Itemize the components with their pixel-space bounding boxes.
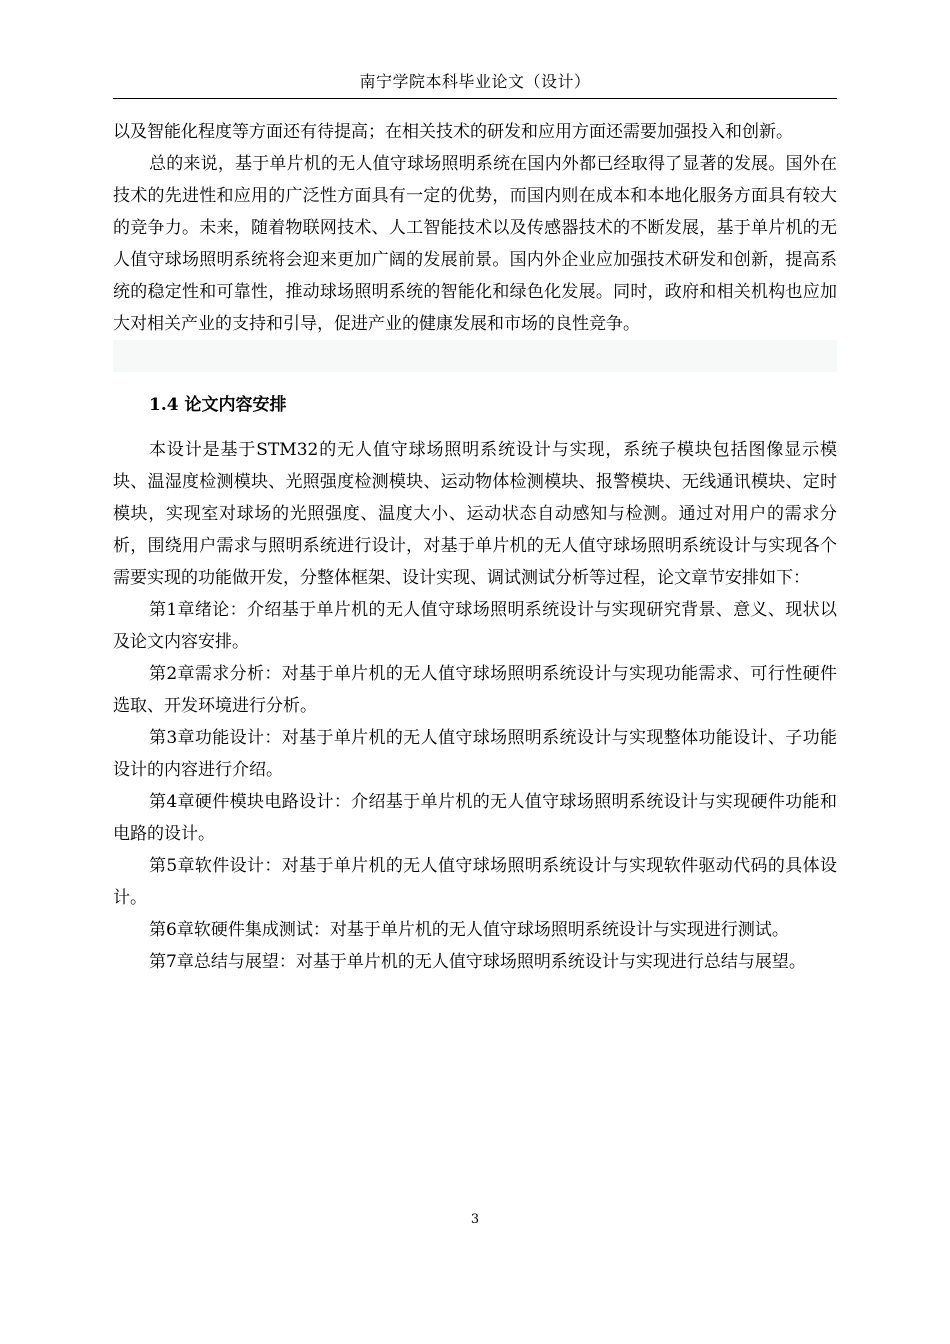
chapter-item-7: 第7章总结与展望：对基于单片机的无人值守球场照明系统设计与实现进行总结与展望。: [149, 952, 806, 972]
page-body: [113, 116, 837, 978]
paragraph-continuation: 以及智能化程度等方面还有待提高；在相关技术的研发和应用方面还需要加强投入和创新。: [113, 122, 793, 142]
paragraph-summary: 总的来说，基于单片机的无人值守球场照明系统在国内外都已经取得了显著的发展。国外在技术的先进性和应用的广泛性方面具有一定的优势，而国内则在成本和本地化服务方面具有较大的竞争力。未来，随着物联网技术、人工智能技术以及传感器技术的不断发展，基于单片机的无人值守球场照明系统将会迎来更加广阔的发展前景。国内外企业应加强技术研发和创新，提高系统的稳定性和可靠性，推动球场照明系统的智能化和绿色化发展。同时，政府和相关机构也应加大对相关产业的支持和引导，促进产业的健康发展和市场的良性竞争。: [113, 154, 837, 334]
chapter-item-1: 第1章绪论：介绍基于单片机的无人值守球场照明系统设计与实现研究背景、意义、现状以及论文内容安排。: [113, 600, 837, 652]
chapter-item-6: 第6章软硬件集成测试：对基于单片机的无人值守球场照明系统设计与实现进行测试。: [149, 920, 789, 940]
blank-line: [113, 340, 837, 372]
chapter-item-3: 第3章功能设计：对基于单片机的无人值守球场照明系统设计与实现整体功能设计、子功能设计的内容进行介绍。: [113, 728, 837, 780]
chapter-item-2: 第2章需求分析：对基于单片机的无人值守球场照明系统设计与实现功能需求、可行性硬件选取、开发环境进行分析。: [113, 664, 837, 716]
chapter-item-5: 第5章软件设计：对基于单片机的无人值守球场照明系统设计与实现软件驱动代码的具体设计。: [113, 856, 837, 908]
page-header: 南宁学院本科毕业论文（设计）: [359, 72, 591, 91]
section-intro-paragraph: 本设计是基于STM32的无人值守球场照明系统设计与实现，系统子模块包括图像显示模块、温湿度检测模块、光照强度检测模块、运动物体检测模块、报警模块、无线通讯模块、定时模块，实现室对球场的光照强度、温度大小、运动状态自动感知与检测。通过对用户的需求分析，围绕用户需求与照明系统进行设计，对基于单片机的无人值守球场照明系统设计与实现各个需要实现的功能做开发，分整体框架、设计实现、调试测试分析等过程，论文章节安排如下：: [113, 440, 837, 588]
section-heading: 1.4 论文内容安排: [149, 395, 287, 415]
chapter-item-4: 第4章硬件模块电路设计：介绍基于单片机的无人值守球场照明系统设计与实现硬件功能和电路的设计。: [113, 792, 837, 844]
page-number: 3: [470, 1212, 480, 1227]
header-rule: [113, 98, 837, 99]
